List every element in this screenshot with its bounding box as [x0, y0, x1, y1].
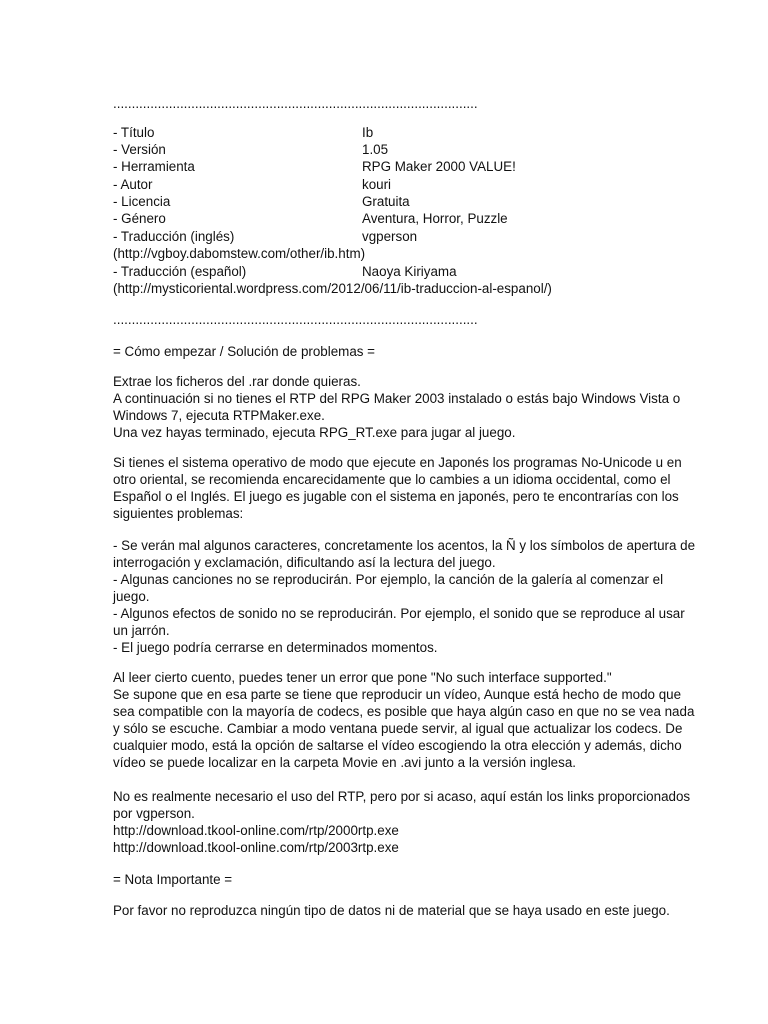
- paragraph-line: Extrae los ficheros del .rar donde quieras.: [113, 374, 361, 389]
- info-label: - Género: [113, 211, 166, 226]
- list-item: un jarrón.: [113, 623, 170, 638]
- info-label: - Autor: [113, 177, 153, 192]
- paragraph-line: sea compatible con la mayoría de codecs, es posible que haya algún caso en que no se vea nada: [113, 704, 695, 719]
- info-value: RPG Maker 2000 VALUE!: [362, 159, 516, 174]
- info-row-translation-es: [113, 263, 457, 280]
- section-heading: = Nota Importante =: [113, 872, 233, 887]
- paragraph-line: No es realmente necesario el uso del RTP, pero por si acaso, aquí están los links proporcionados: [113, 789, 691, 804]
- info-label: - Herramienta: [113, 159, 195, 174]
- info-row-license: [113, 193, 410, 210]
- paragraph-line: Si tienes el sistema operativo de modo que ejecute en Japonés los programas No-Unicode u en: [113, 455, 682, 470]
- info-label: - Traducción (inglés): [113, 229, 235, 244]
- paragraph-line: otro oriental, se recomienda encarecidamente que lo cambies a un idioma occidental, como el: [113, 472, 671, 487]
- paragraph-line: por vgperson.: [113, 806, 195, 821]
- rtp-link-2003: http://download.tkool-online.com/rtp/2003rtp.exe: [113, 840, 399, 855]
- info-label: - Versión: [113, 142, 166, 157]
- paragraph-line: Se supone que en esa parte se tiene que reproducir un vídeo, Aunque está hecho de modo que: [113, 687, 682, 702]
- info-label: - Título: [113, 125, 155, 140]
- paragraph-line: y sólo se escuche. Cambiar a modo ventana puede servir, al igual que actualizar los codecs. De: [113, 721, 683, 736]
- rtp-link-2000: http://download.tkool-online.com/rtp/2000rtp.exe: [113, 823, 399, 838]
- paragraph-line: A continuación si no tienes el RTP del RPG Maker 2003 instalado o estás bajo Windows Vista o: [113, 391, 681, 406]
- info-row-version: [113, 141, 389, 158]
- info-row-tool: [113, 158, 516, 175]
- list-item: interrogación y exclamación, dificultando así la lectura del juego.: [113, 555, 496, 570]
- info-row-author: [113, 176, 392, 193]
- list-item: - Se verán mal algunos caracteres, concretamente los acentos, la Ñ y los símbolos de apertura de: [113, 538, 696, 553]
- translation-es-url: (http://mysticoriental.wordpress.com/2012/06/11/ib-traduccion-al-espanol/): [113, 281, 552, 296]
- separator-bottom: ..................................................................................................: [113, 312, 478, 327]
- paragraph-line: vídeo se puede localizar en la carpeta Movie en .avi junto a la versión inglesa.: [113, 755, 576, 770]
- info-value: Gratuita: [362, 194, 410, 209]
- paragraph-line: Español o el Inglés. El juego es jugable con el sistema en japonés, pero te encontrarías con los: [113, 489, 679, 504]
- info-value: Aventura, Horror, Puzzle: [362, 211, 508, 226]
- paragraph-line: Una vez hayas terminado, ejecuta RPG_RT.exe para jugar al juego.: [113, 425, 516, 440]
- info-value: 1.05: [362, 142, 389, 157]
- list-item: - El juego podría cerrarse en determinados momentos.: [113, 640, 438, 655]
- paragraph-line: Al leer cierto cuento, puedes tener un error que pone "No such interface supported.": [113, 670, 612, 685]
- info-value: kouri: [362, 177, 392, 192]
- info-label: - Licencia: [113, 194, 171, 209]
- info-value: Naoya Kiriyama: [362, 264, 457, 279]
- separator-top: ..................................................................................................: [113, 96, 478, 111]
- list-item: - Algunos efectos de sonido no se reproducirán. Por ejemplo, el sonido que se reproduce al usar: [113, 606, 685, 621]
- section-heading: = Cómo empezar / Solución de problemas =: [113, 344, 376, 359]
- paragraph-line: Windows 7, ejecuta RTPMaker.exe.: [113, 408, 325, 423]
- list-item: juego.: [113, 589, 150, 604]
- info-value: vgperson: [362, 229, 418, 244]
- info-label: - Traducción (español): [113, 264, 247, 279]
- paragraph-line: cualquier modo, está la opción de saltarse el vídeo escogiendo la otra elección y además, dicho: [113, 738, 682, 753]
- paragraph-line: siguientes problemas:: [113, 506, 244, 521]
- info-row-title: [113, 124, 374, 141]
- info-row-translation-en: [113, 228, 418, 245]
- note-text: Por favor no reproduzca ningún tipo de datos ni de material que se haya usado en este juego.: [113, 903, 670, 918]
- info-value: Ib: [362, 125, 374, 140]
- list-item: - Algunas canciones no se reproducirán. Por ejemplo, la canción de la galería al comenzar el: [113, 572, 664, 587]
- info-row-genre: [113, 210, 508, 227]
- translation-en-url: (http://vgboy.dabomstew.com/other/ib.htm): [113, 246, 366, 261]
